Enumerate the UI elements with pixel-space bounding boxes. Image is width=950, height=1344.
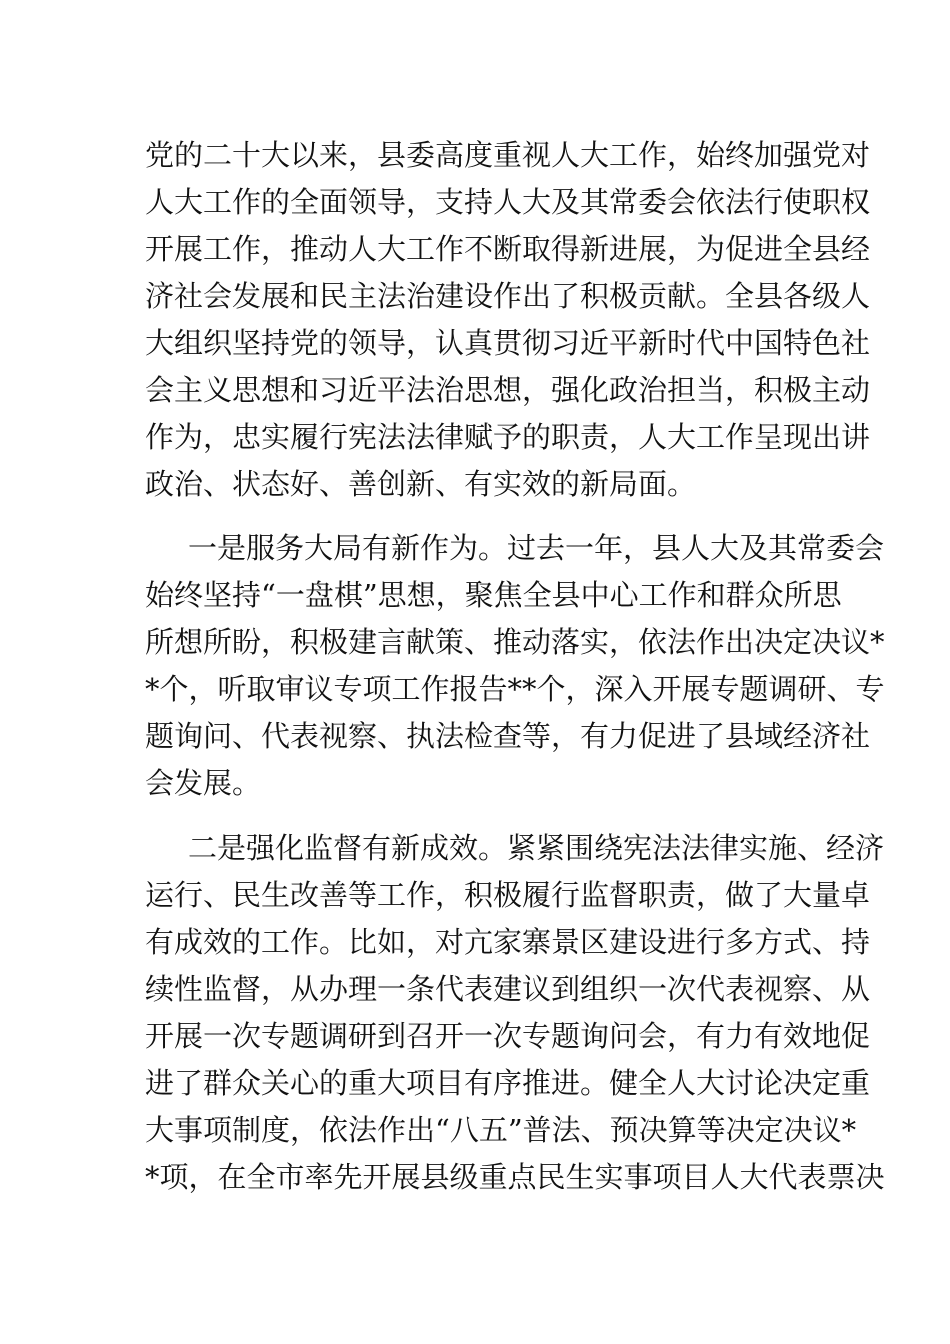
text-line: *个，听取审议专项工作报告**个，深入开展专题调研、专	[145, 672, 885, 706]
text-line: 续性监督，从办理一条代表建议到组织一次代表视察、从	[145, 972, 871, 1006]
text-line: 一是服务大局有新作为。过去一年，县人大及其常委会	[188, 531, 885, 565]
text-line: 二是强化监督有新成效。紧紧围绕宪法法律实施、经济	[188, 831, 885, 865]
text-line: 题询问、代表视察、执法检查等，有力促进了县域经济社	[145, 719, 871, 753]
text-line: 政治、状态好、善创新、有实效的新局面。	[145, 467, 697, 501]
text-line: 开展一次专题调研到召开一次专题询问会，有力有效地促	[145, 1019, 871, 1053]
text-line: 运行、民生改善等工作，积极履行监督职责，做了大量卓	[145, 878, 871, 912]
text-line: 开展工作，推动人大工作不断取得新进展，为促进全县经	[145, 232, 871, 266]
text-line: 始终坚持“一盘棋”思想，聚焦全县中心工作和群众所思	[145, 578, 842, 612]
text-line: 人大工作的全面领导，支持人大及其常委会依法行使职权	[145, 185, 871, 219]
text-line: 大事项制度，依法作出“八五”普法、预决算等决定决议*	[145, 1113, 857, 1147]
text-line: 大组织坚持党的领导，认真贯彻习近平新时代中国特色社	[145, 326, 871, 360]
text-line: 有成效的工作。比如，对亢家寨景区建设进行多方式、持	[145, 925, 871, 959]
text-line: 所想所盼，积极建言献策、推动落实，依法作出决定决议*	[145, 625, 885, 659]
text-line: 作为，忠实履行宪法法律赋予的职责，人大工作呈现出讲	[145, 420, 871, 454]
text-line: 进了群众关心的重大项目有序推进。健全人大讨论决定重	[145, 1066, 871, 1100]
text-line: 会主义思想和习近平法治思想，强化政治担当，积极主动	[145, 373, 871, 407]
text-line: 会发展。	[145, 766, 262, 800]
text-line: 党的二十大以来，县委高度重视人大工作，始终加强党对	[145, 138, 871, 172]
text-line: 济社会发展和民主法治建设作出了积极贡献。全县各级人	[145, 279, 871, 313]
text-line: *项，在全市率先开展县级重点民生实事项目人大代表票决	[145, 1160, 885, 1194]
